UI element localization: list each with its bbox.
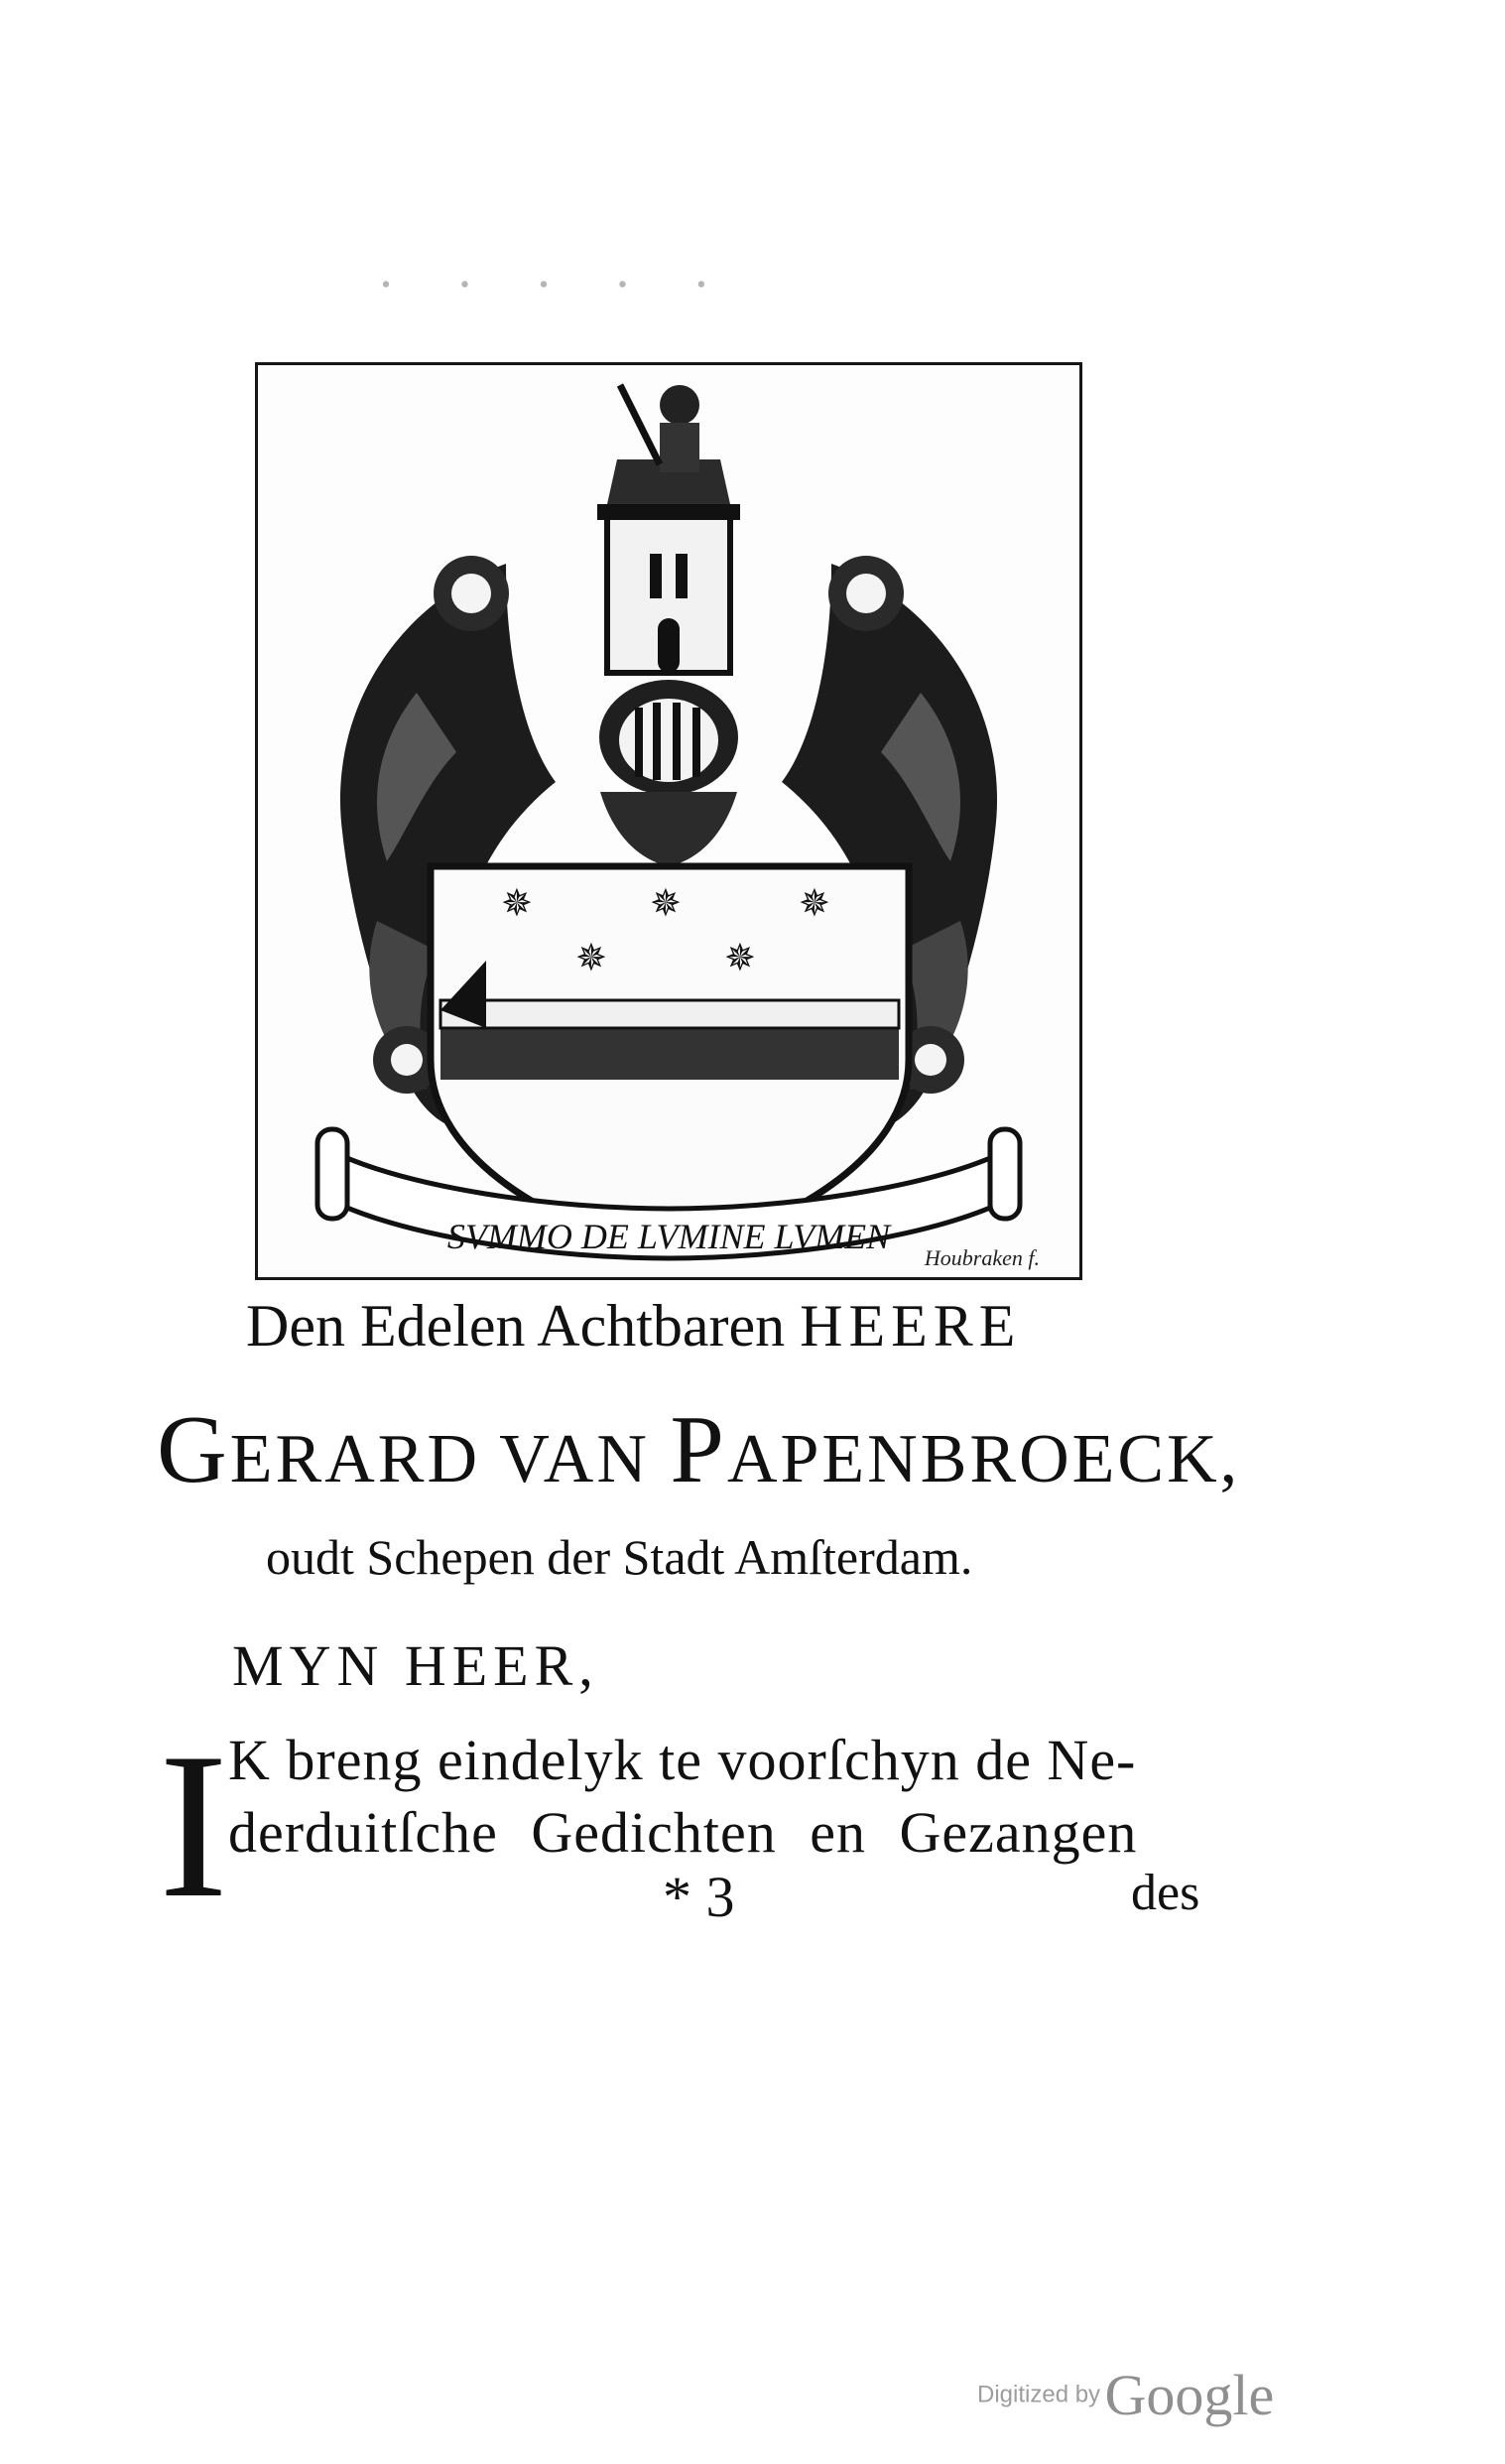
motto-text: SVMMO DE LVMINE LVMEN	[446, 1217, 891, 1256]
last-name-initial: P	[670, 1396, 727, 1503]
digitized-watermark	[977, 2362, 1274, 2428]
catchword: des	[1131, 1865, 1200, 1921]
coat-of-arms-engraving	[258, 365, 1079, 1277]
dedication-line	[246, 1292, 1021, 1361]
body-line-1: K breng eindelyk te voorſchyn de Ne-	[228, 1728, 1137, 1792]
dedication-text: Den Edelen Achtbaren	[246, 1293, 786, 1359]
drop-cap: I	[159, 1711, 228, 1941]
last-name-rest: APENBROECK,	[726, 1421, 1241, 1497]
first-name-initial: G	[157, 1396, 230, 1503]
svg-text:✵: ✵	[575, 936, 607, 979]
show-through-marks: · · · · ·	[377, 254, 734, 314]
watermark-prefix: Digitized by	[977, 2381, 1101, 2408]
salutation: MYN HEER,	[232, 1633, 599, 1698]
svg-text:✵: ✵	[650, 881, 682, 925]
engraver-signature: Houbraken f.	[924, 1245, 1040, 1270]
coat-of-arms-plate	[255, 362, 1082, 1280]
body-line-2: derduitſche Gedichten en Gezangen	[228, 1800, 1138, 1865]
svg-text:✵: ✵	[501, 881, 533, 925]
signature-mark: * 3	[663, 1865, 735, 1929]
dedication-title-caps: HEERE	[800, 1293, 1022, 1359]
svg-text:✵: ✵	[799, 881, 830, 925]
recipient-office: oudt Schepen der Stadt Amſterdam.	[266, 1529, 973, 1585]
svg-text:✵: ✵	[724, 936, 756, 979]
recipient-name	[157, 1394, 1240, 1505]
first-name-rest: ERARD	[229, 1421, 481, 1497]
watermark-brand: Google	[1104, 2363, 1275, 2427]
name-particle: VAN	[499, 1421, 650, 1497]
